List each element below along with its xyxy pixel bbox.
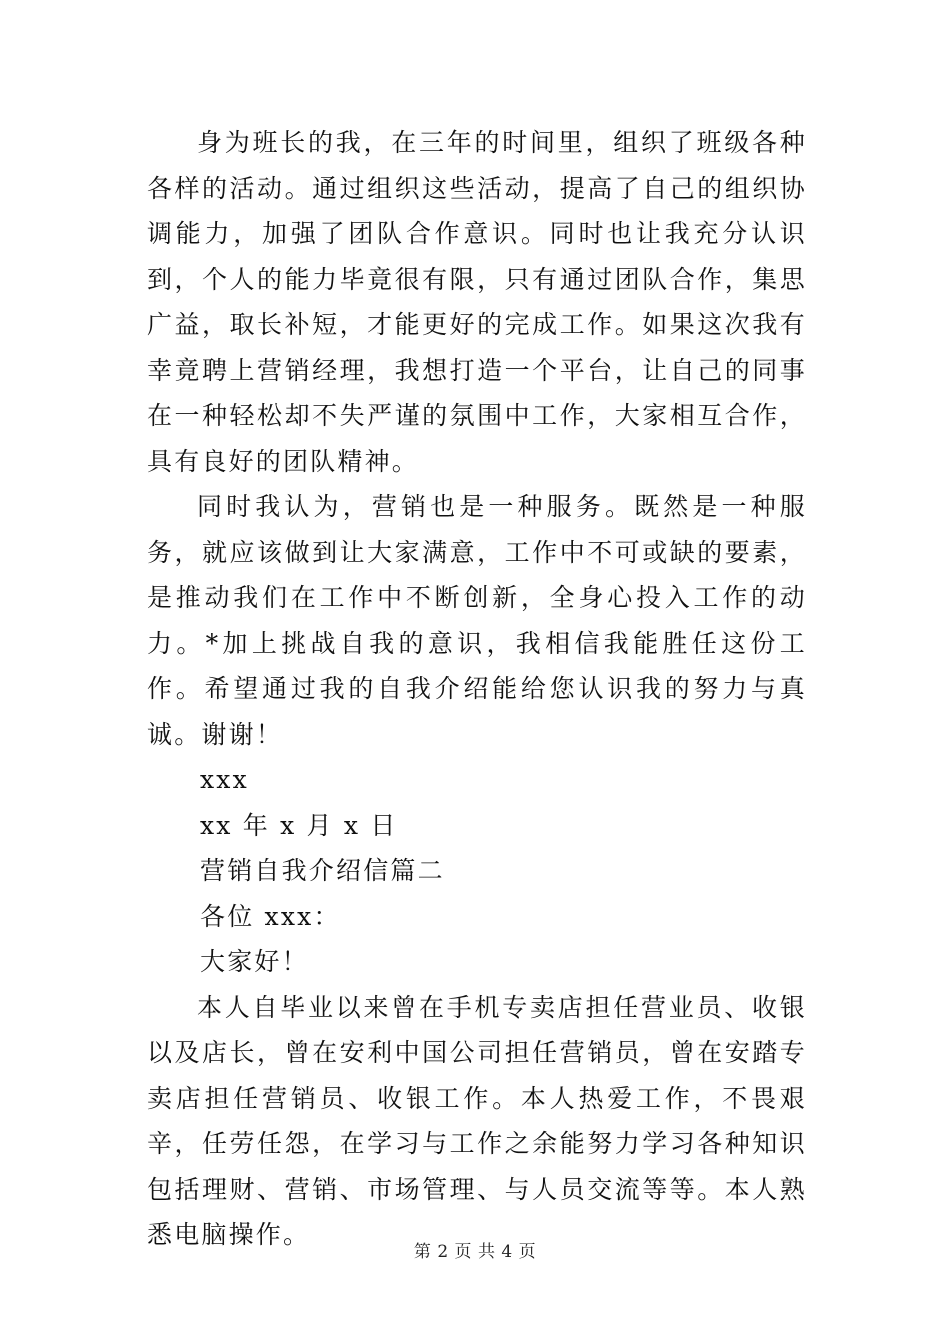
salutation: 各位 xxx： bbox=[200, 901, 341, 931]
paragraph-service: 同时我认为，营销也是一种服务。既然是一种服务，就应该做到让大家满意，工作中不可或缺的要素，是推动我们在工作中不断创新，全身心投入工作的动力。*加上挑战自我的意识，我相信我能胜任这份工作。希望通过我的自我介绍能给您认识我的努力与真诚。谢谢！ bbox=[147, 492, 807, 749]
paragraph-experience: 本人自毕业以来曾在手机专卖店担任营业员、收银以及店长，曾在安利中国公司担任营销员，曾在安踏专卖店担任营销员、收银工作。本人热爱工作，不畏艰辛，任劳任怨，在学习与工作之余能努力学习各种知识包括理财、营销、市场管理、与人员交流等等。本人熟悉电脑操作。 bbox=[147, 992, 807, 1249]
paragraph-leadership: 身为班长的我，在三年的时间里，组织了班级各种各样的活动。通过组织这些活动，提高了自己的组织协调能力，加强了团队合作意识。同时也让我充分认识到，个人的能力毕竟很有限，只有通过团队合作，集思广益，取长补短，才能更好的完成工作。如果这次我有幸竟聘上营销经理，我想打造一个平台，让自己的同事在一种轻松却不失严谨的氛围中工作，大家相互合作，具有良好的团队精神。 bbox=[147, 128, 807, 476]
greeting: 大家好！ bbox=[200, 947, 309, 976]
signature: xxx bbox=[200, 765, 249, 794]
document-body bbox=[147, 120, 807, 1258]
section-title: 营销自我介绍信篇二 bbox=[200, 856, 445, 885]
page-footer: 第 2 页 共 4 页 bbox=[413, 1242, 537, 1262]
date-line: xx 年 x 月 x 日 bbox=[200, 810, 398, 840]
